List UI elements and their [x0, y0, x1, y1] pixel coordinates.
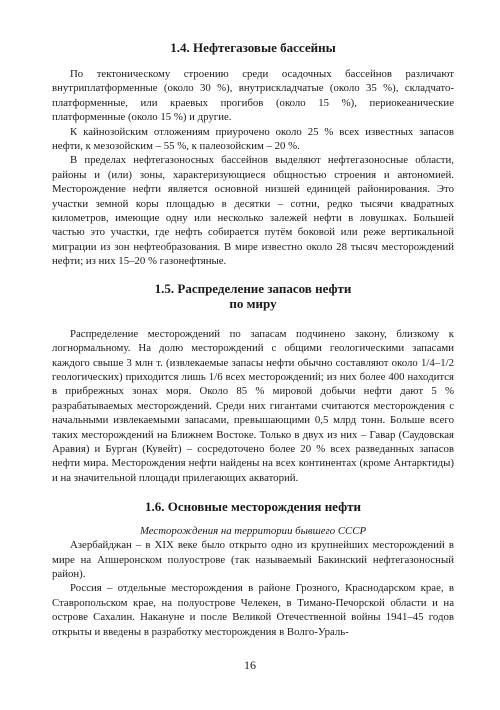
paragraph-oil-field-definition: В пределах нефтегазоносных бассейнов выделяют нефтегазоносные области, районы и (или) зоны, характеризующиеся общностью строения и автономией. Месторождение нефти является основной низшей единицей районирования. Это участки земной коры площадью в десятки – сотни, редко тысячи квадратных километров, имеющие одну или несколько залежей нефти в ловушках. Большей частью это участки, где нефть собирается путём боковой или реже вертикальной миграции из зон нефтеобразования. В мире известно около 28 тысяч месторождений нефти; из них 15–20 % газонефтяные.: [52, 154, 454, 268]
section-title-oil-gas-basins: 1.4. Нефтегазовые бассейны: [170, 40, 336, 55]
paragraph-basin-types: По тектоническому строению среди осадочных бассейнов различают внутриплатформенные (около 30 %), внутрискладчатые (около 35 %), складчато-платформенные, или краевых прогибов (около 15 %), периокеанические платформенные (около 15 %) и другие.: [52, 68, 454, 124]
paragraph-azerbaijan: Азербайджан – в XIX веке было открыто одно из крупнейших месторождений в мире на Апшеронском полуострове (так называемый Бакинский нефтегазоносный район).: [52, 539, 454, 580]
section-title-line-1: 1.5. Распределение запасов нефти: [154, 280, 352, 296]
paragraph-cenozoic-deposits: К кайнозойским отложениям приурочено около 25 % всех известных запасов нефти, к мезозойским – 55 %, к палеозойским – 20 %.: [52, 125, 454, 153]
subsection-title-ussr-fields: Месторождения на территории бывшего СССР: [139, 525, 367, 538]
section-title-line-2: по миру: [229, 295, 277, 311]
page-number: 16: [244, 658, 256, 672]
paragraph-russia: Россия – отдельные месторождения в районе Грозного, Краснодарском крае, в Ставропольском крае, на полуострове Челекен, в Тимано-Печорской области и на острове Сахалин. Накануне и после Великой Отечественной войны 1941–45 годов открыты и введены в разработку месторождения в Волго-Ураль-: [52, 582, 454, 638]
paragraph-reserves-distribution: Распределение месторождений по запасам подчинено закону, близкому к логнормальному. На долю месторождений с общими геологическими запасами каждого свыше 3 млн т. (извлекаемые запасы нефти обычно составляют около 1/4–1/2 геологических) приходится лишь 1/6 всех месторождений; из них более 400 находится в прибрежных зонах моря. Около 85 % мировой добычи нефти дают 5 % разрабатываемых месторождений. Среди них гигантами считаются месторождения с начальными извлекаемыми запасами, превышающими 0,5 млрд тонн. Больше всего таких месторождений на Ближнем Востоке. Только в двух из них – Гавар (Саудовская Аравия) и Бурган (Кувейт) – сосредоточено более 20 % всех разведанных запасов нефти мира. Месторождения нефти найдены на всех континентах (кроме Антарктиды) и на значительной площади прилегающих акваторий.: [52, 327, 454, 484]
section-title-main-oil-fields: 1.6. Основные месторождения нефти: [145, 499, 361, 515]
section-title-reserves-distribution: [52, 281, 454, 311]
